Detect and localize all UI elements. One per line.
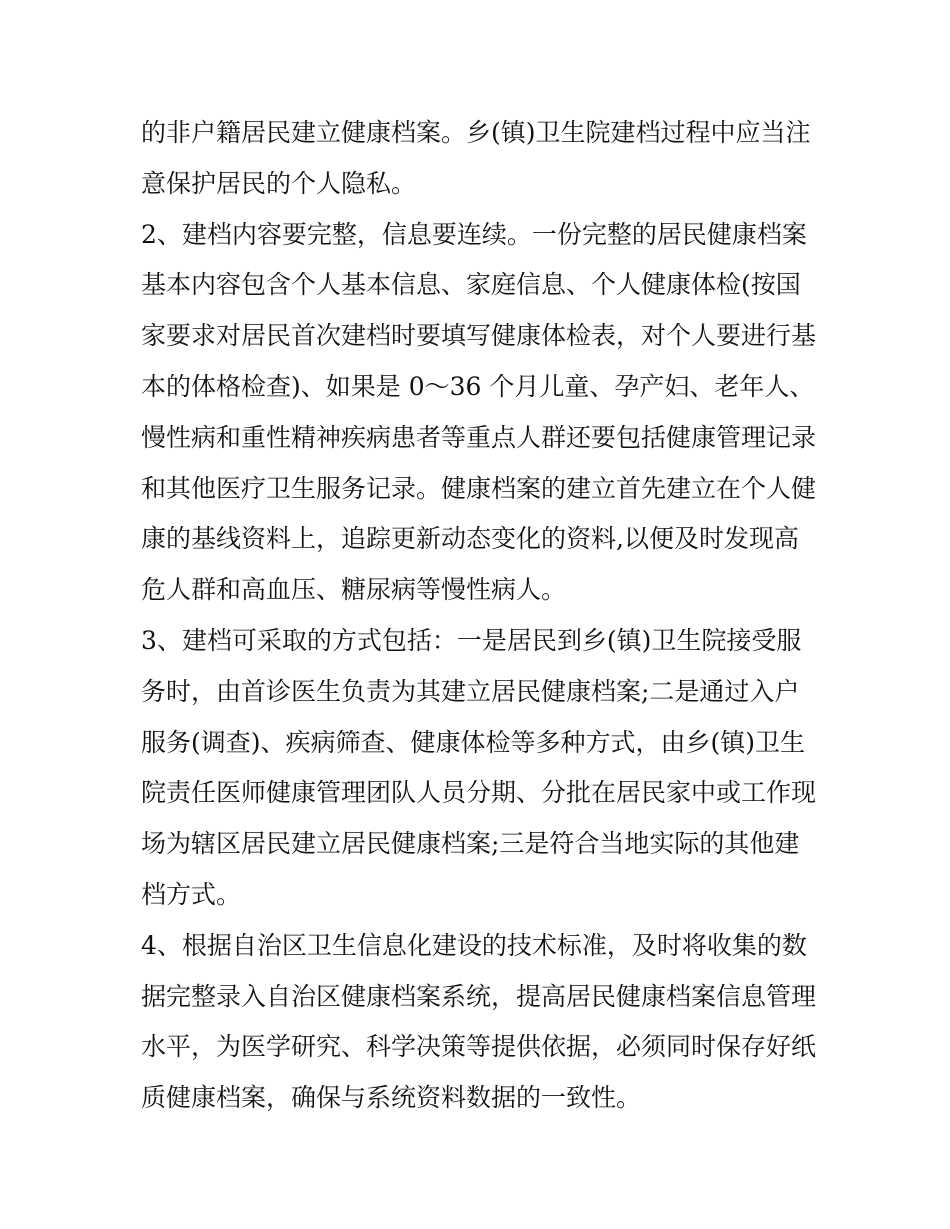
text-line: 服务(调查)、疾病筛查、健康体检等多种方式，由乡(镇)卫生 xyxy=(141,727,806,757)
text-line: 和其他医疗卫生服务记录。健康档案的建立首先建立在个人健 xyxy=(141,473,817,503)
text-line: 院责任医师健康管理团队人员分期、分批在居民家中或工作现 xyxy=(141,778,817,808)
text-line: 危人群和高血压、糖尿病等慢性病人。 xyxy=(141,575,567,605)
text-line: 档方式。 xyxy=(141,879,242,909)
text-line: 水平，为医学研究、科学决策等提供依据，必须同时保存好纸 xyxy=(141,1032,817,1062)
text-line: 4、根据自治区卫生信息化建设的技术标准，及时将收集的数 xyxy=(141,930,807,960)
document-body xyxy=(141,108,816,1124)
text-line: 康的基线资料上，追踪更新动态变化的资料,以便及时发现高 xyxy=(141,524,799,554)
text-line: 本的体格检查)、如果是 0～36 个月儿童、孕产妇、老年人、 xyxy=(141,371,815,401)
text-line: 家要求对居民首次建档时要填写健康体检表，对个人要进行基 xyxy=(141,321,817,351)
text-line: 意保护居民的个人隐私。 xyxy=(141,168,417,198)
text-line: 质健康档案，确保与系统资料数据的一致性。 xyxy=(141,1083,642,1113)
text-line: 务时，由首诊医生负责为其建立居民健康档案;二是通过入户 xyxy=(141,676,800,706)
text-line: 3、建档可采取的方式包括：一是居民到乡(镇)卫生院接受服 xyxy=(141,625,802,655)
text-line: 基本内容包含个人基本信息、家庭信息、个人健康体检(按国 xyxy=(141,270,801,300)
text-line: 据完整录入自治区健康档案系统，提高居民健康档案信息管理 xyxy=(141,981,817,1011)
text-line: 慢性病和重性精神疾病患者等重点人群还要包括健康管理记录 xyxy=(141,422,817,452)
text-line: 场为辖区居民建立居民健康档案;三是符合当地实际的其他建 xyxy=(141,829,800,859)
text-line: 2、建档内容要完整，信息要连续。一份完整的居民健康档案 xyxy=(141,219,807,249)
text-line: 的非户籍居民建立健康档案。乡(镇)卫生院建档过程中应当注 xyxy=(141,118,811,147)
